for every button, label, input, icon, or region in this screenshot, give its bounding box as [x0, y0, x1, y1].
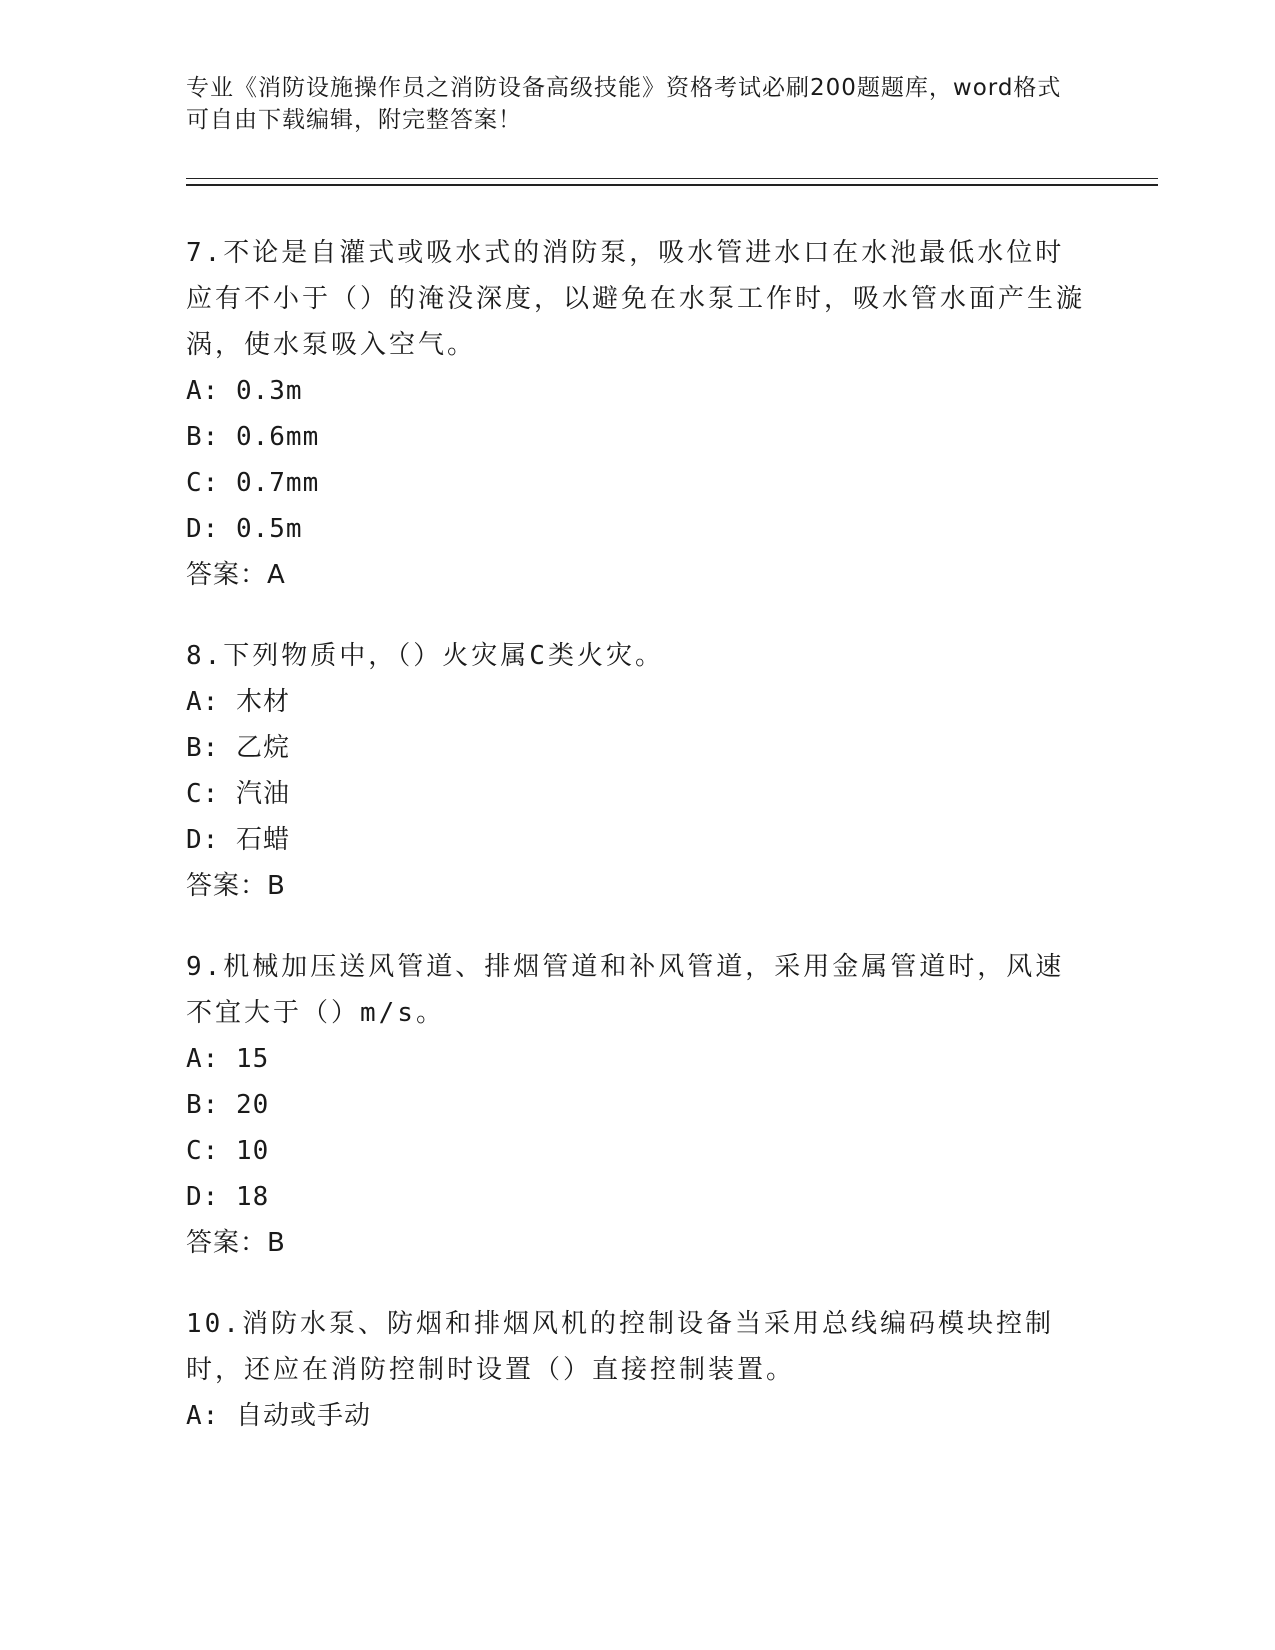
option-d: D: 石蜡 — [186, 825, 290, 855]
question-10 — [186, 1301, 1086, 1439]
question-9 — [186, 944, 1086, 1266]
document-header: 专业《消防设施操作员之消防设备高级技能》资格考试必刷200题题库，word格式可自由下载编辑，附完整答案！ — [186, 75, 1062, 133]
option-c: C: 0.7mm — [186, 468, 320, 498]
option-c: C: 10 — [186, 1136, 270, 1166]
option-a: A: 自动或手动 — [186, 1401, 371, 1431]
question-stem: 9.机械加压送风管道、排烟管道和补风管道，采用金属管道时，风速不宜大于（）m/s。 — [186, 952, 1065, 1028]
option-a: A: 0.3m — [186, 376, 303, 406]
answer: 答案：B — [186, 871, 286, 901]
question-8 — [186, 633, 1086, 909]
answer: 答案：B — [186, 1228, 286, 1258]
option-d: D: 0.5m — [186, 514, 303, 544]
option-c: C: 汽油 — [186, 779, 290, 809]
answer: 答案：A — [186, 560, 286, 590]
question-stem: 8.下列物质中，（）火灾属C类火灾。 — [186, 641, 664, 671]
question-stem: 7.不论是自灌式或吸水式的消防泵，吸水管进水口在水池最低水位时应有不小于（）的淹没深度，以避免在水泵工作时，吸水管水面产生漩涡，使水泵吸入空气。 — [186, 238, 1086, 360]
header-divider — [186, 178, 1158, 186]
option-b: B: 20 — [186, 1090, 270, 1120]
question-list — [186, 230, 1086, 1474]
question-stem: 10.消防水泵、防烟和排烟风机的控制设备当采用总线编码模块控制时，还应在消防控制时设置（）直接控制装置。 — [186, 1309, 1054, 1385]
option-b: B: 0.6mm — [186, 422, 320, 452]
option-b: B: 乙烷 — [186, 733, 290, 763]
question-7 — [186, 230, 1086, 598]
option-a: A: 木材 — [186, 687, 290, 717]
option-a: A: 15 — [186, 1044, 270, 1074]
option-d: D: 18 — [186, 1182, 270, 1212]
